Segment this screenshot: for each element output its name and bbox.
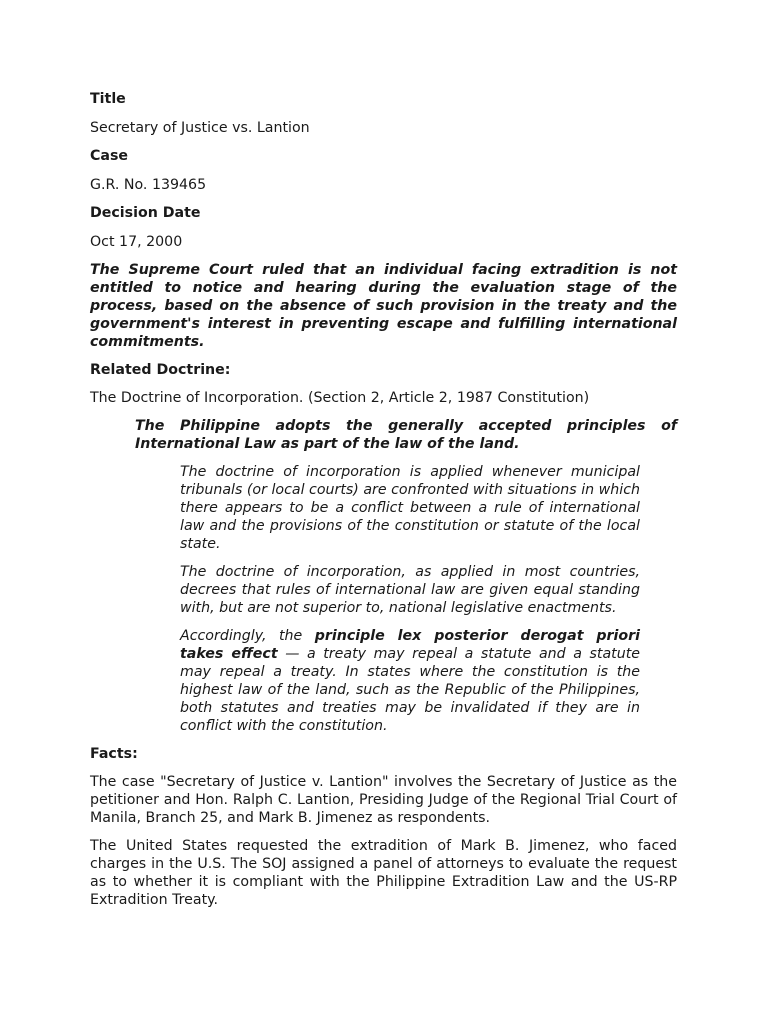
case-summary: The Supreme Court ruled that an individual facing extradition is not entitled to notice and hearing during the evaluation stage of the process, based on the absence of such provision in the treaty and the government's interest in preventing escape and fulfilling international commitments. <box>90 262 677 350</box>
related-doctrine-label: Related Doctrine: <box>90 362 231 378</box>
fact-paragraph: The United States requested the extradition of Mark B. Jimenez, who faced charges in the U.S. The SOJ assigned a panel of attorneys to evaluate the request as to whether it is compliant with the Philippine Extradition Law and the US-RP Extradition Treaty. <box>90 838 677 908</box>
commentary-paragraph: The doctrine of incorporation, as applied in most countries, decrees that rules of international law are given equal standing with, but are not superior to, national legislative enactments. <box>180 564 640 616</box>
case-value: G.R. No. 139465 <box>90 177 207 193</box>
doctrine-name: The Doctrine of Incorporation. (Section 2, Article 2, 1987 Constitution) <box>90 390 590 406</box>
commentary-prefix: Accordingly, the <box>180 628 315 644</box>
commentary-suffix: — a treaty may repeal a statute and a statute may repeal a treaty. In states where the constitution is the highest law of the land, such as the Republic of the Philippines, both statutes and treaties may be invalidated if they are in conflict with the constitution. <box>180 646 641 734</box>
lex-posterior-principle: principle lex posterior derogat priori takes effect <box>180 628 641 662</box>
facts-label: Facts: <box>90 746 138 762</box>
decision-date-label: Decision Date <box>90 205 201 221</box>
commentary-paragraph-lex-posterior <box>180 627 640 735</box>
title-label: Title <box>90 91 126 107</box>
fact-paragraph: The case "Secretary of Justice v. Lantion" involves the Secretary of Justice as the petitioner and Hon. Ralph C. Lantion, Presiding Judge of the Regional Trial Court of Manila, Branch 25, and Mark B. Jimenez as respondents. <box>90 774 677 826</box>
commentary-paragraph: The doctrine of incorporation is applied whenever municipal tribunals (or local courts) are confronted with situations in which there appears to be a conflict between a rule of international law and the provisions of the constitution or statute of the local state. <box>180 464 640 552</box>
title-value: Secretary of Justice vs. Lantion <box>90 120 310 136</box>
decision-date-value: Oct 17, 2000 <box>90 234 183 250</box>
doctrine-quote: The Philippine adopts the generally accepted principles of International Law as part of the law of the land. <box>135 418 677 452</box>
case-label: Case <box>90 148 129 164</box>
